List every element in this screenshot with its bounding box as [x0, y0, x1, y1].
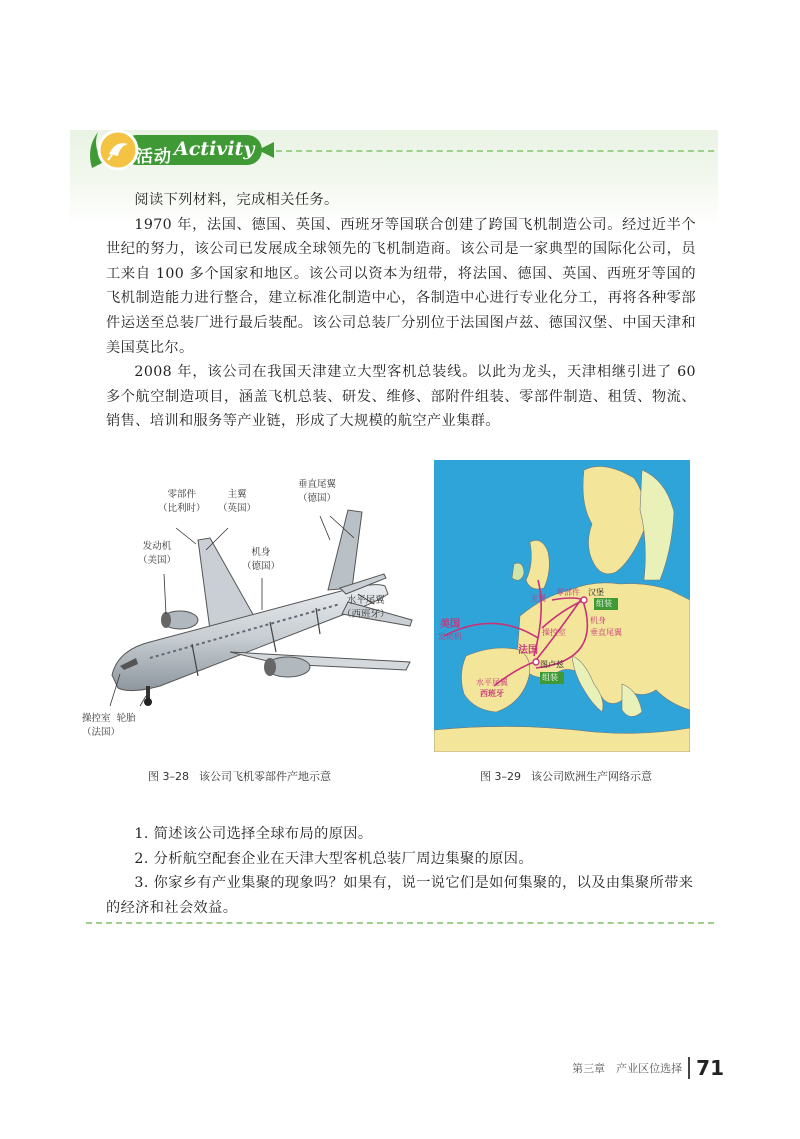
map-label-uk-wing: 主翼: [530, 594, 546, 603]
figure1-caption-text: 该公司飞机零部件产地示意: [199, 770, 331, 783]
label-wing: 主翼 （英国）: [218, 489, 257, 514]
europe-map-illustration: [434, 460, 690, 752]
chapter-title: 第三章 产业区位选择: [572, 1062, 683, 1075]
activity-header: [82, 118, 722, 178]
task-questions: [106, 822, 696, 920]
footer-separator: [688, 1057, 690, 1079]
map-label-toulouse: 图卢兹: [540, 660, 564, 669]
activity-title-en: Activity: [174, 138, 255, 160]
map-label-usa-engine: 发动机: [438, 632, 462, 641]
question-3: 3. 你家乡有产业集聚的现象吗？如果有，说一说它们是如何集聚的，以及由集聚所带来的经济和社会效益。: [106, 875, 694, 916]
page-number: 71: [696, 1056, 724, 1080]
map-label-spain: 西班牙: [480, 689, 504, 698]
label-parts: 零部件 （比利时）: [158, 489, 206, 514]
question-2: 2. 分析航空配套企业在天津大型客机总装厂周边集聚的原因。: [134, 850, 533, 867]
label-vertical-tail: 垂直尾翼 （德国）: [298, 479, 337, 504]
figure1-caption: [148, 768, 331, 784]
top-dashed-divider: [276, 150, 714, 152]
intro-line: 阅读下列材料，完成相关任务。: [134, 192, 339, 208]
bottom-dashed-divider: [86, 922, 714, 924]
figure2-number: 图 3–29: [480, 770, 521, 783]
paragraph-1: 1970 年，法国、德国、英国、西班牙等国联合创建了跨国飞机制造公司。经过近半个世纪的努力，该公司已发展成全球领先的飞机制造商。该公司是一家典型的国际化公司，员工来自 100 多个国家和地区。该公司以资本为纽带，将法国、德国、英国、西班牙等国的飞机制造能力进行整合，建立标准化制造中心，各制造中心进行专业化分工，再将各种零部件运送至总装厂进行最后装配。该公司总装厂分别位于法国图卢兹、德国汉堡、中国天津和美国莫比尔。: [106, 216, 696, 356]
airplane-figure: [80, 470, 430, 755]
map-label-hamburg: 汉堡: [588, 588, 604, 597]
label-horizontal-tail: 水平尾翼 （西班牙）: [342, 595, 390, 620]
map-label-usa: 美国: [440, 619, 460, 630]
europe-map-figure: [434, 460, 690, 752]
map-label-vertical-tail: 垂直尾翼: [590, 628, 622, 637]
label-fuselage: 机身 （德国）: [242, 547, 281, 572]
map-label-cockpit: 操控室: [542, 628, 566, 637]
map-label-germany-fuselage: 机身: [590, 616, 606, 625]
figure2-caption-text: 该公司欧洲生产网络示意: [531, 770, 652, 783]
label-cockpit: 操控室 轮胎 （法国）: [82, 713, 136, 738]
question-1: 1. 简述该公司选择全球布局的原因。: [134, 826, 373, 842]
map-label-assembly-hamburg: 组装: [596, 599, 612, 608]
figure2-caption: [480, 768, 652, 784]
map-label-belgium-parts: 零部件: [556, 588, 580, 597]
map-label-spain-htail: 水平尾翼: [476, 678, 508, 687]
activity-title-cn: 活动: [136, 147, 172, 167]
figure1-number: 图 3–28: [148, 770, 189, 783]
reading-material: [106, 188, 696, 434]
label-engine: 发动机 （美国）: [138, 541, 177, 566]
page-footer: [572, 1056, 724, 1080]
map-label-assembly-toulouse: 组装: [542, 673, 558, 682]
map-label-france: 法国: [518, 645, 538, 656]
paragraph-2: 2008 年，该公司在我国天津建立大型客机总装线。以此为龙头，天津相继引进了 60 多个航空制造项目，涵盖飞机总装、研发、维修、部附件组装、零部件制造、租赁、物流、销售、培训和服务等产业链，形成了大规模的航空产业集群。: [106, 364, 696, 430]
